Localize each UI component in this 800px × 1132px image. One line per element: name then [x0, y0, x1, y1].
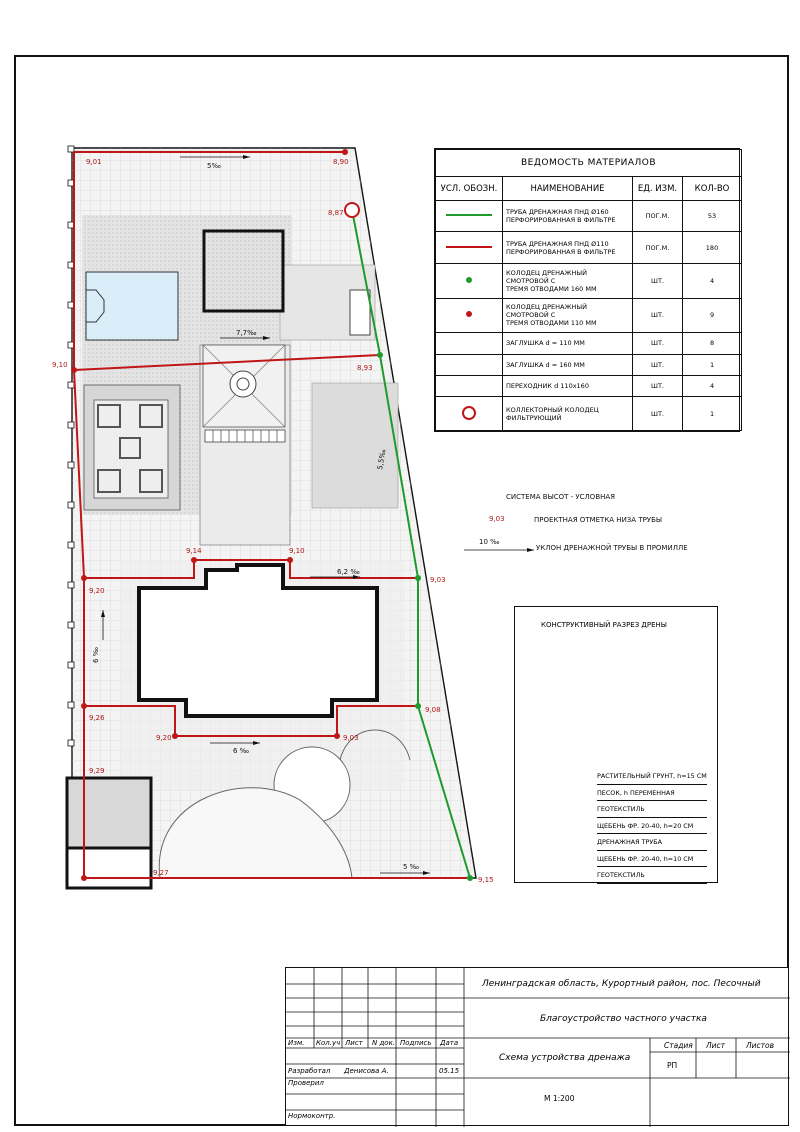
svg-text:9,14: 9,14: [186, 547, 202, 555]
table-row: ТРУБА ДРЕНАЖНАЯ ПНД Ø110 ПЕРФОРИРОВАННАЯ В ФИЛЬТРЕ ПОГ.М. 180: [436, 232, 742, 264]
svg-text:9,20: 9,20: [156, 734, 172, 742]
col-data: Дата: [440, 1039, 459, 1047]
house-outline: [139, 565, 377, 716]
svg-text:9,08: 9,08: [425, 706, 441, 714]
svg-text:5‰: 5‰: [207, 162, 221, 170]
materials-table: [434, 148, 740, 432]
col-list: Лист: [345, 1039, 363, 1047]
drain-section-panel: [514, 606, 718, 883]
slope-desc: УКЛОН ДРЕНАЖНОЙ ТРУБЫ В ПРОМИЛЛЕ: [536, 544, 688, 552]
svg-text:9,03: 9,03: [430, 576, 446, 584]
svg-text:9,15: 9,15: [478, 876, 494, 884]
col-symbol: УСЛ. ОБОЗН.: [436, 177, 503, 200]
col-name: НАИМЕНОВАНИЕ: [503, 177, 633, 200]
svg-text:9,27: 9,27: [153, 869, 169, 877]
table-row: ЗАГЛУШКА d = 160 ММ ШТ. 1: [436, 354, 742, 375]
checked-label: Проверил: [288, 1079, 324, 1087]
table-row: КОЛЛЕКТОРНЫЙ КОЛОДЕЦ ФИЛЬТРУЮЩИЙ ШТ. 1: [436, 397, 742, 431]
col-koluch: Кол.уч: [316, 1039, 341, 1047]
table-row: ТРУБА ДРЕНАЖНАЯ ПНД Ø160 ПЕРФОРИРОВАННАЯ В ФИЛЬТРЕ ПОГ.М. 53: [436, 200, 742, 232]
col-qty: КОЛ-ВО: [683, 177, 742, 200]
table-row: ЗАГЛУШКА d = 110 ММ ШТ. 8: [436, 333, 742, 354]
svg-text:6 ‰: 6 ‰: [233, 747, 250, 755]
svg-text:9,20: 9,20: [89, 587, 105, 595]
date: 05.15: [439, 1067, 460, 1075]
location: Ленинградская область, Курортный район, пос. Песочный: [482, 979, 761, 989]
legend-sample-mark: 9,03: [489, 515, 505, 523]
red-dot-icon: [464, 309, 474, 319]
layer-list: [597, 768, 707, 884]
red-line-icon: [444, 244, 494, 250]
svg-text:9,03: 9,03: [343, 734, 359, 742]
svg-text:5,5‰: 5,5‰: [376, 448, 388, 471]
green-dot-icon: [464, 275, 474, 285]
legend-sample-slope: 10 ‰: [479, 538, 500, 546]
svg-text:5 ‰: 5 ‰: [403, 863, 420, 871]
sheet-label: Лист: [706, 1041, 726, 1050]
col-ndok: N док.: [372, 1039, 396, 1047]
heights-note: СИСТЕМА ВЫСОТ - УСЛОВНАЯ: [506, 493, 616, 501]
red-ring-icon: [460, 404, 478, 422]
steps: [205, 430, 285, 442]
svg-text:6 ‰: 6 ‰: [92, 646, 100, 663]
table-row: КОЛОДЕЦ ДРЕНАЖНЫЙ СМОТРОВОЙ С ТРЕМЯ ОТВОДАМИ 110 ММ ШТ. 9: [436, 298, 742, 333]
author: Денисова А.: [344, 1067, 389, 1075]
svg-text:8,93: 8,93: [357, 364, 373, 372]
list-item: ПЕСОК, h ПЕРЕМЕННАЯ: [597, 785, 707, 802]
svg-text:6,2 ‰: 6,2 ‰: [337, 568, 360, 576]
list-item: ЩЕБЕНЬ ФР. 20-40, h=20 СМ: [597, 818, 707, 835]
mark-desc: ПРОЕКТНАЯ ОТМЕТКА НИЗА ТРУБЫ: [534, 516, 663, 524]
section-title: КОНСТРУКТИВНЫЙ РАЗРЕЗ ДРЕНЫ: [541, 621, 667, 629]
col-unit: ЕД. ИЗМ.: [633, 177, 683, 200]
col-izm: Изм.: [288, 1039, 305, 1047]
svg-text:9,29: 9,29: [89, 767, 105, 775]
svg-text:9,10: 9,10: [289, 547, 305, 555]
materials-title: ВЕДОМОСТЬ МАТЕРИАЛОВ: [436, 150, 742, 177]
table-row: ПЕРЕХОДНИК d 110x160 ШТ. 4: [436, 375, 742, 396]
list-item: ДРЕНАЖНАЯ ТРУБА: [597, 834, 707, 851]
svg-text:9,01: 9,01: [86, 158, 102, 166]
svg-text:9,10: 9,10: [52, 361, 68, 369]
svg-text:8,87: 8,87: [328, 209, 344, 217]
list-item: ГЕОТЕКСТИЛЬ: [597, 867, 707, 884]
normcontrol-label: Нормоконтр.: [288, 1112, 336, 1120]
stage-label: Стадия: [664, 1041, 693, 1050]
title-block: [285, 967, 789, 1126]
project-name: Благоустройство частного участка: [540, 1014, 707, 1024]
green-line-icon: [444, 212, 494, 218]
stage-value: РП: [667, 1061, 678, 1070]
list-item: РАСТИТЕЛЬНЫЙ ГРУНТ, h=15 СМ: [597, 768, 707, 785]
scale: М 1:200: [544, 1094, 575, 1103]
list-item: ГЕОТЕКСТИЛЬ: [597, 801, 707, 818]
list-item: ЩЕБЕНЬ ФР. 20-40, h=10 СМ: [597, 851, 707, 868]
table-row: КОЛОДЕЦ ДРЕНАЖНЫЙ СМОТРОВОЙ С ТРЕМЯ ОТВОДАМИ 160 ММ ШТ. 4: [436, 263, 742, 298]
sheet-title: Схема устройства дренажа: [499, 1053, 631, 1063]
sheets-label: Листов: [746, 1041, 775, 1050]
col-podpis: Подпись: [400, 1039, 432, 1047]
svg-text:8,90: 8,90: [333, 158, 349, 166]
svg-text:9,26: 9,26: [89, 714, 105, 722]
svg-text:7,7‰: 7,7‰: [236, 329, 257, 337]
developed-label: Разработал: [288, 1067, 331, 1075]
